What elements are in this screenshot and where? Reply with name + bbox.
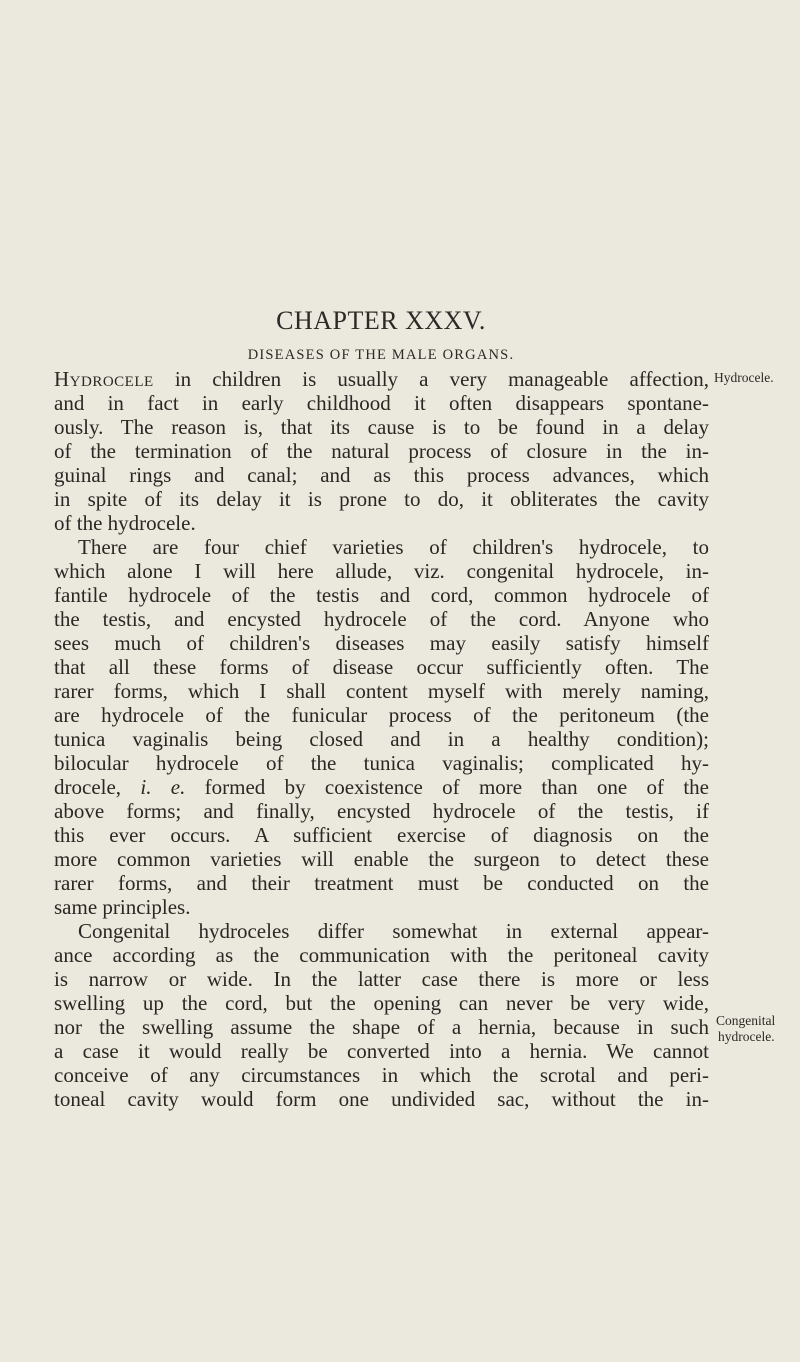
chapter-title: CHAPTER XXXV. (276, 306, 486, 335)
text-line: tunica vaginalis being closed and in a healthy condition); (54, 727, 709, 751)
text-line (54, 367, 709, 391)
text-line: conceive of any circumstances in which the scrotal and peri- (54, 1063, 709, 1087)
margin-note-congenital-hydrocele (716, 1013, 775, 1045)
body-text (54, 367, 709, 1111)
text-line (54, 775, 709, 799)
text-line: rarer forms, which I shall content myself with merely naming, (54, 679, 709, 703)
text-line: more common varieties will enable the surgeon to detect these (54, 847, 709, 871)
text-line: ance according as the communication with the peritoneal cavity (54, 943, 709, 967)
text-line: fantile hydrocele of the testis and cord, common hydrocele of (54, 583, 709, 607)
text-line: rarer forms, and their treatment must be conducted on the (54, 871, 709, 895)
text-line: that all these forms of disease occur sufficiently often. The (54, 655, 709, 679)
text-line: are hydrocele of the funicular process of the peritoneum (the (54, 703, 709, 727)
text-span: drocele, (54, 775, 141, 799)
text-line: nor the swelling assume the shape of a hernia, because in such (54, 1015, 709, 1039)
smallcaps-term: Hydrocele (54, 367, 154, 391)
italic-abbreviation: i. e. (140, 775, 186, 799)
text-span: in children is usually a very manageable affection, (153, 367, 709, 391)
section-title: DISEASES OF THE MALE ORGANS. (247, 347, 515, 363)
text-line: the testis, and encysted hydrocele of the cord. Anyone who (54, 607, 709, 631)
text-line: and in fact in early childhood it often disappears spontane- (54, 391, 709, 415)
text-line: Congenital hydroceles differ somewhat in external appear- (78, 919, 709, 943)
text-line: is narrow or wide. In the latter case there is more or less (54, 967, 709, 991)
margin-note-line: Congenital (716, 1013, 776, 1028)
text-line: swelling up the cord, but the opening can never be very wide, (54, 991, 709, 1015)
text-line: a case it would really be converted into a hernia. We cannot (54, 1039, 709, 1063)
text-line: toneal cavity would form one undivided sac, without the in- (54, 1087, 709, 1111)
text-line: of the termination of the natural process of closure in the in- (54, 439, 709, 463)
text-line: There are four chief varieties of children's hydrocele, to (78, 535, 709, 559)
text-line: which alone I will here allude, viz. congenital hydrocele, in- (54, 559, 709, 583)
margin-note-hydrocele: Hydrocele. (714, 370, 774, 385)
text-line: guinal rings and canal; and as this process advances, which (54, 463, 709, 487)
text-line: this ever occurs. A sufficient exercise of diagnosis on the (54, 823, 709, 847)
text-line: ously. The reason is, that its cause is to be found in a delay (54, 415, 709, 439)
text-line: above forms; and finally, encysted hydrocele of the testis, if (54, 799, 709, 823)
text-line: bilocular hydrocele of the tunica vaginalis; complicated hy- (54, 751, 709, 775)
text-line: sees much of children's diseases may easily satisfy himself (54, 631, 709, 655)
text-line: in spite of its delay it is prone to do, it obliterates the cavity (54, 487, 709, 511)
text-span: formed by coexistence of more than one of the (185, 775, 709, 799)
text-line: of the hydrocele. (54, 511, 196, 535)
text-line: same principles. (54, 895, 191, 919)
margin-note-line: hydrocele. (718, 1029, 775, 1044)
